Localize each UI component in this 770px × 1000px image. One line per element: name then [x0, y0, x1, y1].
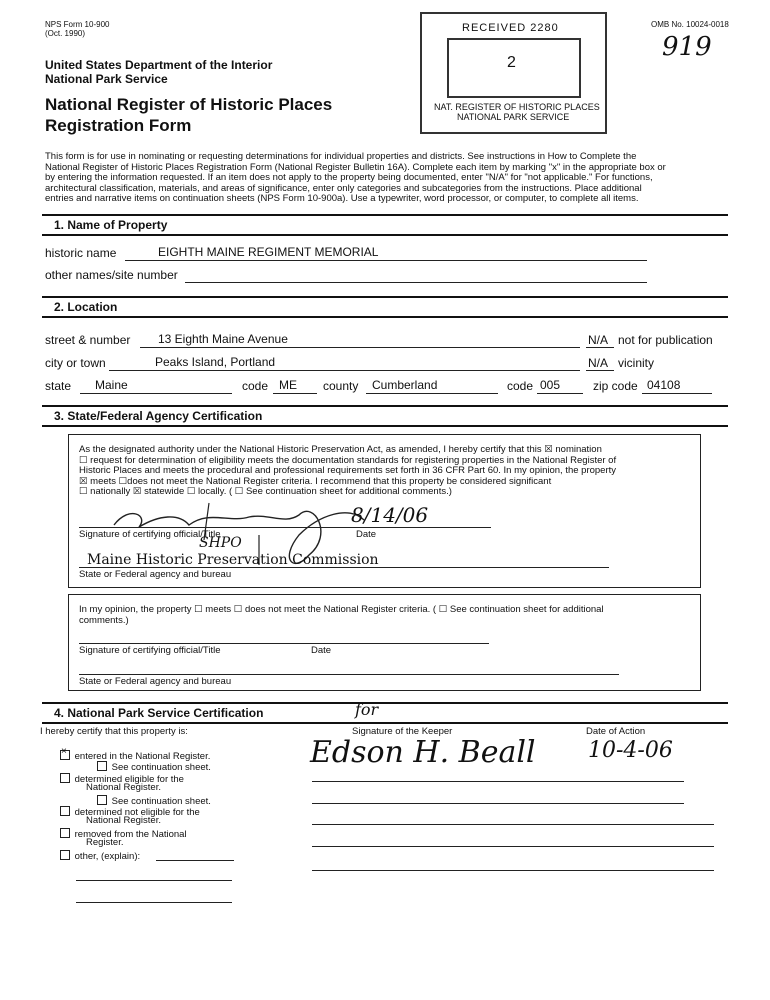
department-name: United States Department of the Interior	[45, 58, 273, 72]
agency-name: National Park Service	[45, 72, 168, 86]
street-label: street & number	[45, 333, 131, 347]
option-not-eligible-line2: National Register.	[86, 815, 161, 826]
continuation-label: See continuation sheet.	[111, 762, 211, 773]
keeper-signature: Edson H. Beall	[310, 735, 536, 770]
signature-2-label: Signature of certifying official/Title	[79, 645, 221, 656]
stamp-received-text: RECEIVED 2280	[462, 22, 559, 34]
continuation-label: See continuation sheet.	[111, 796, 211, 807]
cert-line: As the designated authority under the National Historic Preservation Act, as amended, I hereby certify that this ☒ nomination	[79, 444, 602, 455]
other-explain-line-2[interactable]	[76, 880, 232, 881]
county-code-line	[537, 393, 583, 394]
other-names-line[interactable]	[185, 282, 647, 283]
section-4-heading: 4. National Park Service Certification	[54, 706, 264, 720]
street-value[interactable]: 13 Eighth Maine Avenue	[158, 332, 288, 346]
state-label: state	[45, 379, 72, 393]
handwritten-reference: 919	[662, 32, 712, 62]
state-value[interactable]: Maine	[95, 378, 128, 392]
nfp-label: not for publication	[618, 333, 713, 347]
entered-checkbox[interactable]	[60, 750, 70, 760]
keeper-line-4[interactable]	[312, 846, 714, 847]
option-not-eligible-label: determined not eligible for the	[74, 807, 200, 818]
signature-line[interactable]	[79, 527, 491, 528]
other-explain-line-3[interactable]	[76, 902, 232, 903]
zip-label: zip code	[593, 379, 638, 393]
eligible-checkbox[interactable]	[60, 773, 70, 783]
title-hand: SHPO	[199, 535, 242, 551]
date-of-action-value: 10-4-06	[588, 738, 673, 763]
continuation-checkbox[interactable]	[97, 795, 107, 805]
intro-line: entries and narrative items on continuation sheets (NPS Form 10-900a). Use a typewriter, word processor, or computer, to complete all items.	[45, 193, 639, 204]
not-eligible-checkbox[interactable]	[60, 806, 70, 816]
state-certification-box	[68, 434, 701, 588]
for-hand: for	[355, 700, 379, 719]
cert-line: Historic Places and meets the procedural and professional requirements set forth in 36 CFR Part 60. In my opinion, the property	[79, 465, 617, 476]
historic-name-label: historic name	[45, 246, 117, 260]
received-stamp	[420, 12, 607, 134]
opinion-line: In my opinion, the property ☐ meets ☐ does not meet the National Register criteria. ( ☐ See continuation sheet for additional	[79, 604, 604, 615]
section-3-heading: 3. State/Federal Agency Certification	[54, 409, 263, 423]
option-other[interactable]	[60, 850, 140, 863]
option-removed-label: removed from the National	[74, 829, 187, 840]
section-2-header	[42, 296, 728, 318]
opinion-text	[79, 605, 694, 626]
keeper-line-3[interactable]	[312, 824, 714, 825]
street-line	[140, 347, 580, 348]
continuation-checkbox[interactable]	[97, 761, 107, 771]
agency-2-line[interactable]	[79, 674, 619, 675]
keeper-line-5[interactable]	[312, 870, 714, 871]
intro-line: by entering the information requested. If an item does not apply to the property being documented, enter "N/A" for "not applicable." For functions,	[45, 172, 653, 183]
code-line	[273, 393, 317, 394]
intro-paragraph	[45, 152, 735, 205]
section-3-header	[42, 405, 728, 427]
other-names-label: other names/site number	[45, 268, 178, 282]
intro-line: This form is for use in nominating or requesting determinations for individual properties and districts. See instructions in How to Complete the	[45, 151, 637, 162]
county-value[interactable]: Cumberland	[372, 378, 438, 392]
form-subtitle: Registration Form	[45, 116, 192, 135]
section-2-heading: 2. Location	[54, 300, 118, 314]
county-label: county	[323, 379, 359, 393]
omb-number: OMB No. 10024-0018	[651, 20, 729, 29]
county-line	[366, 393, 498, 394]
intro-line: architectural classification, materials, and areas of significance, enter only categories and subcategories from the instructions. Place additional	[45, 182, 642, 194]
keeper-line-1[interactable]	[312, 781, 684, 782]
county-code-value[interactable]: 005	[540, 378, 561, 392]
date-label: Date	[356, 529, 377, 540]
section-1-header	[42, 214, 728, 236]
option-removed-line2: Register.	[86, 837, 124, 848]
keeper-signature-label: Signature of the Keeper	[352, 726, 453, 737]
vicinity-label: vicinity	[618, 356, 655, 370]
other-explain-line[interactable]	[156, 860, 234, 861]
section-1-heading: 1. Name of Property	[54, 218, 168, 232]
zip-line	[642, 393, 712, 394]
city-line	[109, 370, 580, 371]
option-other-label: other, (explain):	[74, 851, 141, 862]
stamp-line-1: NAT. REGISTER OF HISTORIC PLACES	[434, 102, 600, 112]
historic-name-value[interactable]: EIGHTH MAINE REGIMENT MEMORIAL	[158, 245, 379, 259]
agency-line	[79, 567, 609, 568]
nfp-line	[586, 347, 614, 348]
removed-checkbox[interactable]	[60, 828, 70, 838]
code-value[interactable]: ME	[279, 378, 297, 392]
form-date: (Oct. 1990)	[45, 29, 86, 38]
other-checkbox[interactable]	[60, 850, 70, 860]
city-label: city or town	[45, 356, 106, 370]
keeper-line-2[interactable]	[312, 803, 684, 804]
cert-line: ☐ request for determination of eligibility meets the documentation standards for registering properties in the National Register of	[79, 454, 617, 466]
hereby-certify: I hereby certify that this property is:	[40, 726, 188, 737]
date-2-label: Date	[311, 645, 332, 656]
vicinity-value[interactable]: N/A	[588, 356, 609, 370]
certification-text	[79, 445, 694, 498]
zip-value[interactable]: 04108	[647, 378, 681, 392]
state-line	[80, 393, 232, 394]
city-value[interactable]: Peaks Island, Portland	[155, 355, 276, 369]
option-entered-label: entered in the National Register.	[74, 751, 211, 762]
opinion-box	[68, 594, 701, 691]
option-eligible-line2: National Register.	[86, 782, 161, 793]
signature-2-line[interactable]	[79, 643, 489, 644]
stamp-inner-box	[447, 38, 581, 98]
agency-label: State or Federal agency and bureau	[79, 569, 232, 580]
agency-2-label: State or Federal agency and bureau	[79, 676, 232, 687]
vicinity-line	[586, 370, 614, 371]
code-label: code	[242, 379, 269, 393]
historic-name-line	[125, 260, 647, 261]
date-of-action-label: Date of Action	[586, 726, 646, 737]
intro-line: National Register of Historic Places Registration Form (National Register Bulletin 16A). Complete each item by marking "x" in the appropriate box or	[45, 161, 666, 173]
stamp-line-2: NATIONAL PARK SERVICE	[457, 112, 570, 122]
option-entered-continuation[interactable]	[97, 761, 211, 774]
cert-date-hand: 8/14/06	[351, 503, 429, 527]
form-number: NPS Form 10-900	[45, 20, 110, 29]
opinion-line: comments.)	[79, 614, 129, 626]
nfp-value[interactable]: N/A	[588, 333, 609, 347]
county-code-label: code	[507, 379, 534, 393]
stamp-number: 2	[507, 54, 516, 71]
cert-line: ☐ nationally ☒ statewide ☐ locally. ( ☐ See continuation sheet for additional comments.)	[79, 486, 452, 497]
signature-label: Signature of certifying official/Title	[79, 529, 221, 540]
agency-value[interactable]: Maine Historic Preservation Commission	[87, 552, 379, 568]
form-title: National Register of Historic Places	[45, 95, 333, 114]
cert-line: ☒ meets ☐does not meet the National Register criteria. I recommend that this property be considered significant	[79, 475, 552, 487]
option-eligible-label: determined eligible for the	[74, 774, 184, 785]
section-4-header	[42, 702, 728, 724]
